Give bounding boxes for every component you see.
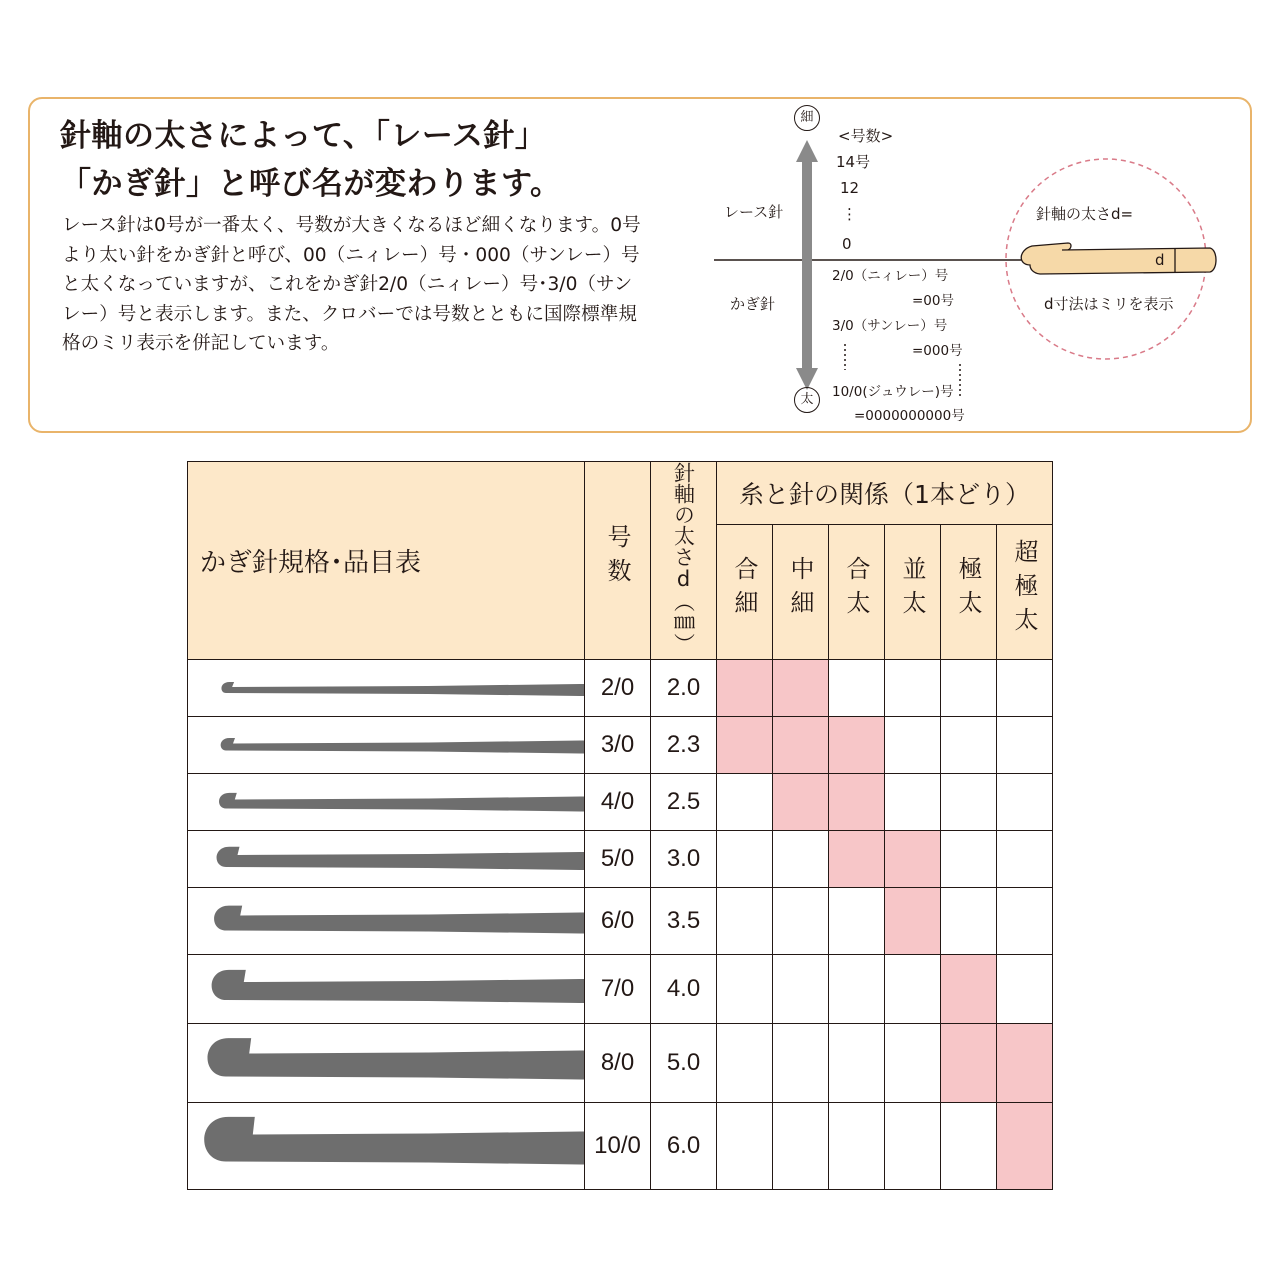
table-row — [188, 831, 1053, 888]
arrow-shaft — [802, 152, 812, 378]
yarn-empty-cell — [941, 1103, 997, 1190]
yarn-empty-cell — [829, 1024, 885, 1103]
crochet-hook-icon — [188, 717, 584, 773]
yarn-empty-cell — [885, 774, 941, 831]
yarn-empty-cell — [717, 888, 773, 955]
lace-needle-label: レース針 — [724, 203, 784, 221]
yarn-empty-cell — [829, 955, 885, 1024]
callout-note: d寸法はミリを表示 — [1044, 295, 1174, 313]
crochet-needle-label: かぎ針 — [730, 295, 776, 313]
yarn-match-cell — [717, 660, 773, 717]
yarn-empty-cell — [941, 660, 997, 717]
hook-cross-section — [1021, 243, 1216, 274]
yarn-empty-cell — [941, 831, 997, 888]
table-row — [188, 1024, 1053, 1103]
yarn-empty-cell — [941, 717, 997, 774]
size-cell: 3/0 — [585, 717, 651, 774]
crochet-hook-icon — [188, 888, 584, 954]
yarn-match-cell — [941, 1024, 997, 1103]
yarn-weight-header-1 — [773, 525, 829, 660]
lace-size-dots: ⋮ — [842, 205, 857, 223]
arrow-up-head — [796, 140, 818, 162]
diameter-cell: 2.0 — [651, 660, 717, 717]
size-cell: 10/0 — [585, 1103, 651, 1190]
hook-image-cell — [188, 955, 585, 1024]
hook-image-cell — [188, 717, 585, 774]
yarn-empty-cell — [773, 888, 829, 955]
size-cell: 2/0 — [585, 660, 651, 717]
yarn-match-cell — [829, 831, 885, 888]
yarn-weight-header-0 — [717, 525, 773, 660]
callout-d-label: d — [1155, 251, 1165, 269]
table-row — [188, 955, 1053, 1024]
diameter-cell: 3.0 — [651, 831, 717, 888]
col-diameter-header: 針軸の太さd（㎜） — [651, 462, 717, 660]
yarn-weight-header-2 — [829, 525, 885, 660]
crochet-eq-00: =00号 — [912, 293, 954, 309]
yarn-empty-cell — [997, 955, 1053, 1024]
yarn-empty-cell — [941, 888, 997, 955]
hook-image-cell — [188, 774, 585, 831]
yarn-weight-label: 極太 — [954, 555, 982, 624]
relation-header: 糸と針の関係（1本どり） — [717, 462, 1053, 525]
yarn-empty-cell — [829, 1103, 885, 1190]
yarn-match-cell — [773, 717, 829, 774]
body-text: レース針は0号が一番太く、号数が大きくなるほど細くなります。0号より太い針をかぎ針と呼び、00（ニィレー）号・000（サンレー）号と太くなっていますが、これをかぎ針2/0（ニィレー）号･3/0（サンレー）号と表示します。また、クロバーでは号数とともに国際標準規格のミリ表示を併記しています。 — [62, 215, 641, 354]
crochet-eq-10zeros: =0000000000号 — [854, 408, 965, 424]
yarn-empty-cell — [885, 717, 941, 774]
yarn-empty-cell — [941, 774, 997, 831]
crochet-hook-icon — [188, 1024, 584, 1102]
yarn-match-cell — [717, 717, 773, 774]
hook-image-cell — [188, 888, 585, 955]
yarn-empty-cell — [997, 660, 1053, 717]
size-cell: 6/0 — [585, 888, 651, 955]
table-body — [188, 660, 1053, 1190]
yarn-empty-cell — [717, 774, 773, 831]
yarn-weight-header-3 — [885, 525, 941, 660]
table-row — [188, 660, 1053, 717]
diameter-cell: 3.5 — [651, 888, 717, 955]
scale-heading: <号数> — [838, 127, 894, 145]
headline — [60, 112, 700, 208]
yarn-empty-cell — [773, 955, 829, 1024]
yarn-empty-cell — [717, 955, 773, 1024]
yarn-match-cell — [885, 831, 941, 888]
lace-size-14: 14号 — [836, 153, 871, 171]
yarn-match-cell — [829, 774, 885, 831]
yarn-empty-cell — [997, 831, 1053, 888]
table-title: かぎ針規格･品目表 — [188, 462, 585, 660]
yarn-match-cell — [773, 660, 829, 717]
diagram-graphics — [700, 100, 1252, 430]
yarn-weight-label: 合太 — [842, 555, 870, 624]
crochet-hook-icon — [188, 774, 584, 830]
yarn-match-cell — [829, 717, 885, 774]
diameter-cell: 6.0 — [651, 1103, 717, 1190]
yarn-empty-cell — [773, 1024, 829, 1103]
crochet-hook-icon — [188, 660, 584, 716]
yarn-empty-cell — [885, 1024, 941, 1103]
size-cell: 8/0 — [585, 1024, 651, 1103]
yarn-empty-cell — [997, 888, 1053, 955]
yarn-empty-cell — [885, 660, 941, 717]
thick-symbol: 太 — [794, 387, 820, 413]
yarn-weight-label: 並太 — [898, 555, 926, 624]
hook-image-cell — [188, 1024, 585, 1103]
diameter-cell: 4.0 — [651, 955, 717, 1024]
size-cell: 4/0 — [585, 774, 651, 831]
size-scale-diagram — [700, 100, 1252, 430]
yarn-empty-cell — [997, 774, 1053, 831]
crochet-spec-table-wrap — [187, 461, 1053, 1190]
yarn-weight-header-5 — [997, 525, 1053, 660]
diameter-cell: 5.0 — [651, 1024, 717, 1103]
yarn-weight-label: 合細 — [730, 555, 758, 624]
thin-symbol: 細 — [794, 105, 820, 131]
yarn-empty-cell — [997, 717, 1053, 774]
yarn-weight-label: 中細 — [786, 555, 814, 624]
yarn-empty-cell — [829, 888, 885, 955]
hook-image-cell — [188, 1103, 585, 1190]
crochet-hook-icon — [188, 831, 584, 887]
yarn-empty-cell — [717, 831, 773, 888]
diameter-cell: 2.3 — [651, 717, 717, 774]
headline-line-1: 針軸の太さによって、「レース針」 — [60, 118, 547, 154]
yarn-weight-header-4 — [941, 525, 997, 660]
yarn-empty-cell — [717, 1103, 773, 1190]
table-row — [188, 1103, 1053, 1190]
lace-size-0: 0 — [842, 235, 852, 253]
yarn-match-cell — [885, 888, 941, 955]
lace-size-12: 12 — [840, 179, 860, 197]
crochet-spec-table — [187, 461, 1053, 1190]
yarn-empty-cell — [885, 955, 941, 1024]
callout-title: 針軸の太さd= — [1036, 205, 1134, 223]
table-row — [188, 774, 1053, 831]
yarn-empty-cell — [717, 1024, 773, 1103]
col-size-header: 号数 — [585, 462, 651, 660]
hook-image-cell — [188, 660, 585, 717]
yarn-empty-cell — [829, 660, 885, 717]
crochet-hook-icon — [188, 1103, 584, 1189]
yarn-match-cell — [997, 1103, 1053, 1190]
size-cell: 7/0 — [585, 955, 651, 1024]
hook-image-cell — [188, 831, 585, 888]
crochet-eq-000: =000号 — [912, 343, 963, 359]
crochet-hook-icon — [188, 955, 584, 1023]
size-cell: 5/0 — [585, 831, 651, 888]
yarn-match-cell — [773, 774, 829, 831]
table-row — [188, 717, 1053, 774]
yarn-match-cell — [997, 1024, 1053, 1103]
yarn-empty-cell — [885, 1103, 941, 1190]
crochet-size-3-0: 3/0（サンレー）号 — [832, 318, 948, 334]
yarn-weight-label: 超極太 — [1010, 538, 1038, 641]
crochet-size-2-0: 2/0（ニィレー）号 — [832, 268, 949, 284]
crochet-size-10-0: 10/0(ジュウレー)号 — [832, 384, 954, 400]
yarn-match-cell — [941, 955, 997, 1024]
diameter-cell: 2.5 — [651, 774, 717, 831]
yarn-empty-cell — [773, 1103, 829, 1190]
table-row — [188, 888, 1053, 955]
headline-line-2: 「かぎ針」と呼び名が変わります。 — [60, 166, 562, 202]
yarn-empty-cell — [773, 831, 829, 888]
